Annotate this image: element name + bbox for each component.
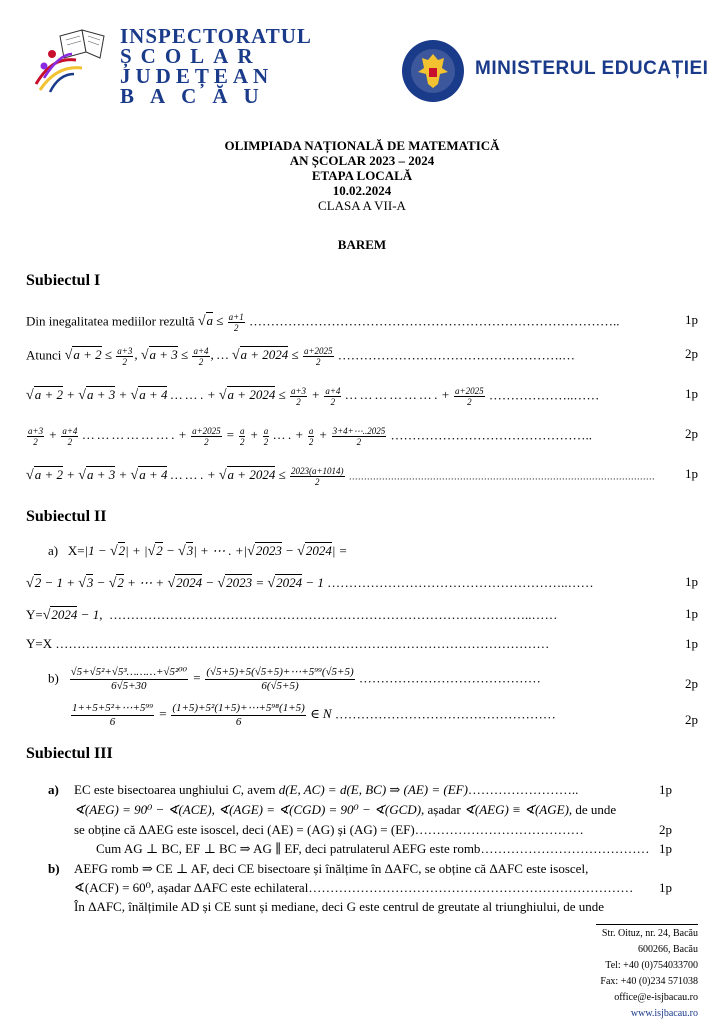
s2-b-line-2: $\frac{\text{1++5+5²+⋯+5⁹⁹}}{6}$ = $\frac{\text{(1+5)+5²(1+5)+⋯+5⁹⁸(1+5)}}{6}$ ∈ N …………………………………………… 2p [72, 702, 698, 728]
isj-line-1: INSPECTORATUL [120, 24, 312, 48]
s3-a1-points: 1p [659, 782, 672, 797]
title-block [0, 138, 724, 213]
s3-b-label: b) [48, 861, 60, 876]
s3-a-line-2: ∢(AEG) = 90⁰ − ∢(ACE), ∢(AGE) = ∢(CGD) = 90⁰ − ∢(GCD), așadar ∢(AEG) ≡ ∢(AGE), de unde [74, 802, 617, 817]
s2-a2-points: 1p [685, 574, 698, 589]
olympiad-title: OLIMPIADA NAȚIONALĂ DE MATEMATICĂ [224, 138, 500, 153]
s1-line-4: $\frac{a+3}{2}$ + $\frac{a+4}{2}$ … … … … … … . + $\frac{a+2025}{2}$ = $\frac{a}{2}$ + $\frac{a}{2}$ … . + $\frac{a}{2}$ + $\frac{3+4+\cdots..2025}{2}$ ……………………………………….. 2p [28, 426, 698, 447]
grade: CLASA A VII-A [318, 198, 406, 213]
isj-line-2: ȘCOLAR [120, 44, 262, 68]
s1-l3-points: 1p [685, 386, 698, 401]
s2-y-line: Y=√2024 − 1, ……………………………………………………………………………………..…… 1p [26, 606, 698, 623]
footer-fax: Fax: +40 (0)234 571038 [600, 976, 698, 987]
s1-line-3: √a + 2 + √a + 3 + √a + 4 … … . + √a + 2024 ≤ $\frac{a+3}{2}$ + $\frac{a+4}{2}$ … … … … … … . + $\frac{a+2025}{2}$ ………………..…… 1p [26, 386, 698, 407]
s3-a4-text: Cum AG ⊥ BC, EF ⊥ BC ⇒ AG ∥ EF, deci patrulaterul AEFG este romb [96, 841, 481, 856]
s2-yx-points: 1p [685, 636, 698, 651]
stage: ETAPA LOCALĂ [311, 168, 413, 183]
s2-a-line-2: √2 − 1 + √3 − √2 + ⋯ + √2024 − √2023 = √2024 − 1 ………………………………………………..…… 1p [26, 574, 698, 591]
s3-a2-tail: , de unde [568, 802, 617, 817]
s3-a-label: a) [48, 782, 59, 797]
footer-divider [596, 924, 698, 925]
s3-a-line-4: Cum AG ⊥ BC, EF ⊥ BC ⇒ AG ∥ EF, deci patrulaterul AEFG este romb………………………………… 1p [96, 841, 672, 856]
s1-l1-text: Din inegalitatea mediilor rezultă [26, 313, 195, 329]
s1-line-2: Atunci √a + 2 ≤ $\frac{a+3}{2}$ , √a + 3 ≤ $\frac{a+4}{2}$ , … √a + 2024 ≤ $\frac{a+2025}{2}$ …………………………………………….… 2p [26, 346, 698, 367]
s2-yx-line: Y=X …………………………………………………………………………………………………… 1p [26, 636, 698, 651]
subject-1-heading: Subiectul I [26, 272, 101, 289]
subject-2-heading: Subiectul II [26, 508, 107, 525]
s3-b-line-1: AEFG romb ⇒ CE ⊥ AF, deci CE bisectoare și înălțime în ΔAFC, se obține că ΔAFC este isoscel, [74, 861, 589, 876]
s2-b-line-1: b) $\frac{\text{√5+√5²+√5³………+√5²⁰⁰}}{6√5+30}$ = $\frac{\text{(√5+5)+5(√5+5)+⋯+5⁹⁹(√5+5)}}{6(√5+5)}$ …………………………………… 2p [48, 666, 698, 692]
s1-l1-points: 1p [685, 312, 698, 327]
s2-b2-points: 2p [685, 712, 698, 727]
s3-a-line-3: se obține că ΔAEG este isoscel, deci (AE) = (AG) și (AG) = (EF)………………………………… 2p [74, 822, 672, 837]
footer-email[interactable]: office@e-isjbacau.ro [614, 992, 698, 1003]
s3-b2-points: 1p [659, 880, 672, 895]
s3-a4-points: 1p [659, 841, 672, 856]
s3-b-line-2: ∢(ACF) = 60⁰, așadar ΔAFC este echilateral………………………………………………………………… 1p [74, 880, 672, 895]
s2-b1-points: 2p [685, 676, 698, 691]
s1-l2-points: 2p [685, 346, 698, 361]
s1-l2-text: Atunci [26, 347, 62, 363]
s3-b2-text: ∢(ACF) = 60⁰, așadar ΔAFC este echilateral [74, 880, 309, 895]
s2-y-points: 1p [685, 606, 698, 621]
s2-y-label: Y= [26, 607, 43, 622]
s2-a-label: a) [48, 543, 59, 558]
footer-contact [600, 926, 698, 1022]
s1-line-5: √a + 2 + √a + 3 + √a + 4 … … . + √a + 2024 ≤ $\frac{2023(a+1014)}{2}$ ………………………………………………………………………………………… 1p [26, 466, 698, 487]
footer-tel: Tel: +40 (0)754033700 [605, 960, 698, 971]
s3-b-line-3: În ΔAFC, înălțimile AD și CE sunt și mediane, deci G este centrul de greutate al triunghiului, de unde [74, 899, 605, 914]
footer-website-link[interactable]: www.isjbacau.ro [630, 1008, 698, 1019]
barem-title: BAREM [337, 237, 387, 252]
subject-3-heading: Subiectul III [26, 745, 113, 762]
school-year: AN ȘCOLAR 2023 – 2024 [289, 153, 435, 168]
s3-a-line-1: EC este bisectoarea unghiului C, avem d(E, AC) = d(E, BC) ⇒ (AE) = (EF)…………………….. 1p [74, 782, 672, 797]
s1-l5-points: 1p [685, 466, 698, 481]
s2-yx: Y=X [26, 636, 53, 651]
exam-date: 10.02.2024 [332, 183, 392, 198]
government-seal-icon [400, 38, 466, 104]
s2-b-label: b) [48, 670, 59, 686]
footer-zip: 600266, Bacău [638, 944, 698, 955]
isj-logo-icon [30, 24, 120, 94]
s1-line-1: Din inegalitatea mediilor rezultă √a ≤ $\frac{a+1}{2}$ ………………………………………………………………………….. 1p [26, 312, 698, 333]
s2-a-line-1: a) X=|1 − √2| + |√2 − √3| + ⋯ . +|√2023 − √2024| = [48, 543, 348, 559]
ministry-title: MINISTERUL EDUCAȚIEI [475, 58, 709, 79]
footer-street: Str. Oituz, nr. 24, Bacău [601, 928, 698, 939]
isj-wordmark [120, 26, 312, 106]
s2-a-x: X= [67, 543, 85, 558]
s3-a3-text: se obține că ΔAEG este isoscel, deci (AE) = (AG) și (AG) = (EF) [74, 822, 415, 837]
s3-a1-text: EC este bisectoarea unghiului [74, 782, 229, 797]
isj-line-4: BACĂU [120, 84, 275, 108]
isj-line-3: JUDEȚEAN [120, 64, 274, 88]
s3-a3-points: 2p [659, 822, 672, 837]
s1-l4-points: 2p [685, 426, 698, 441]
